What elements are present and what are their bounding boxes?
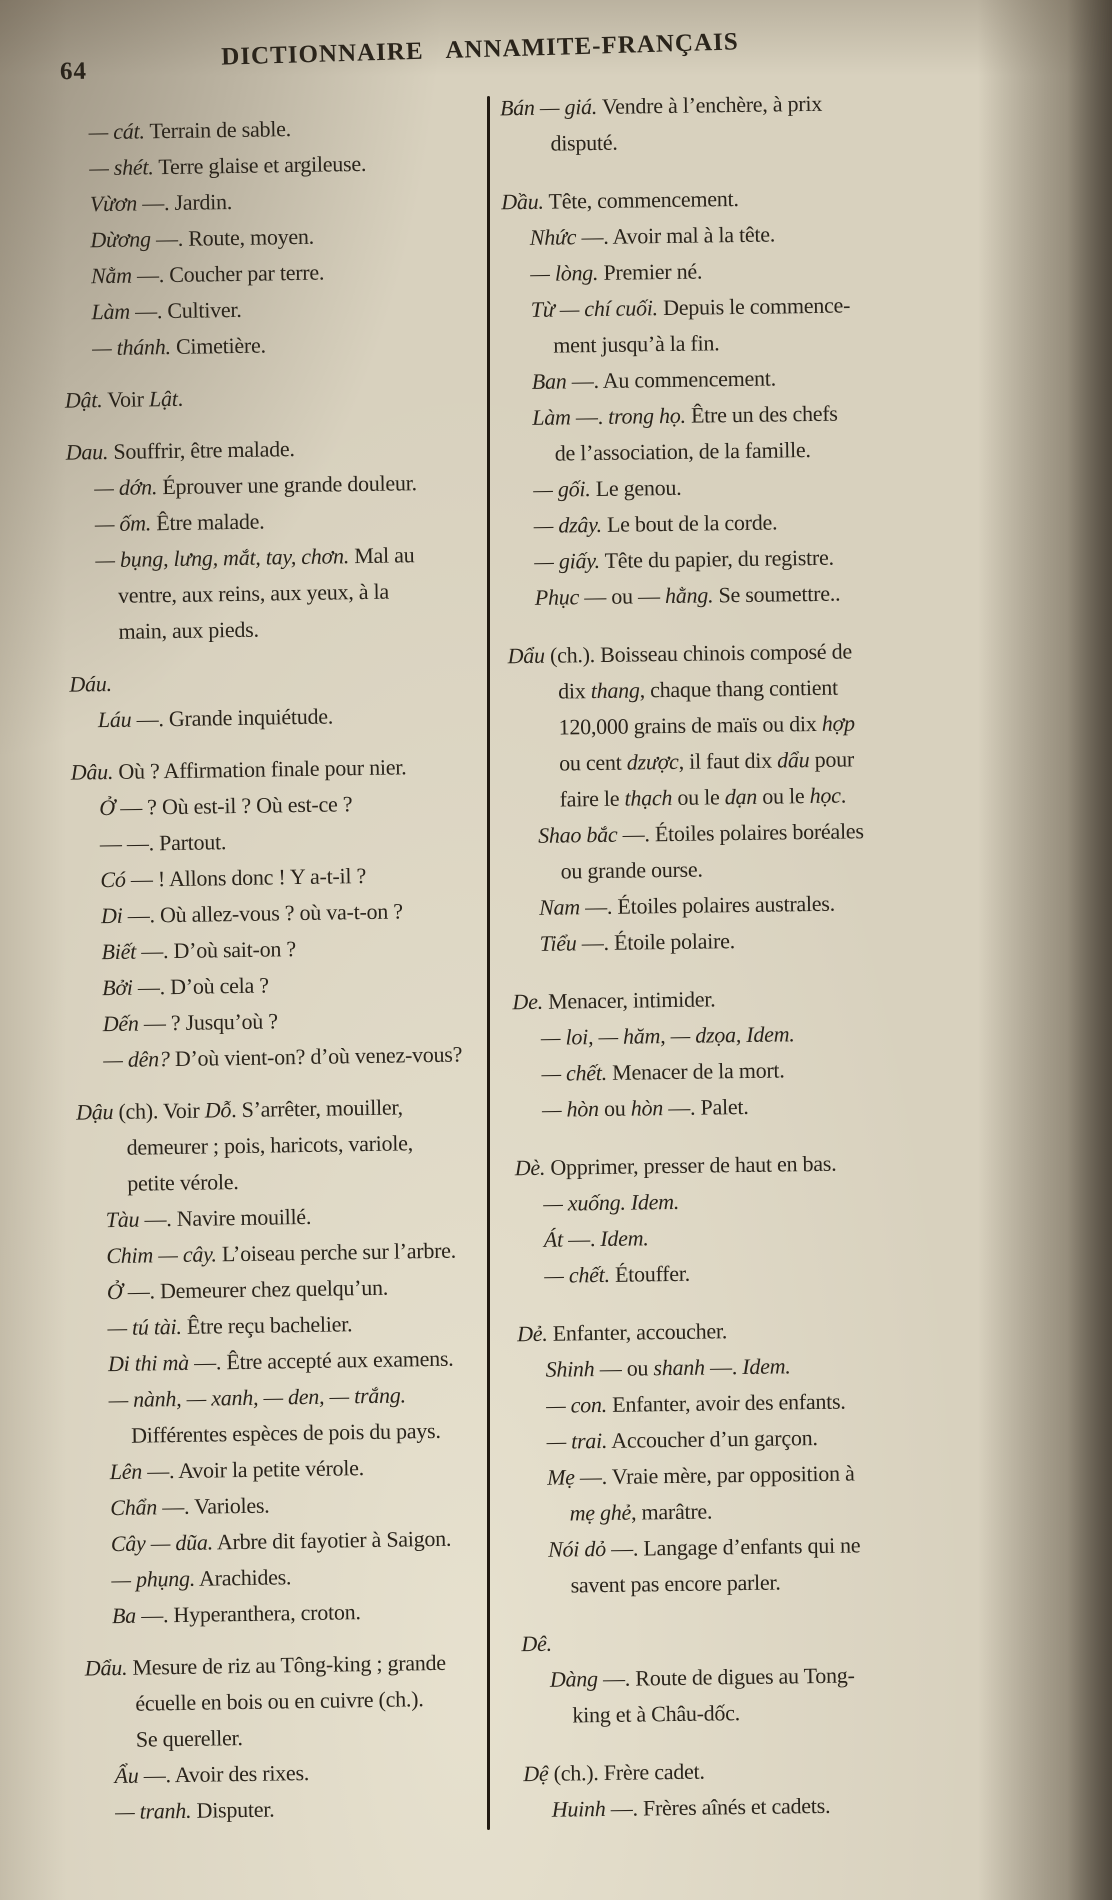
annamite-word: Át [543, 1226, 564, 1252]
annamite-word: Lên [109, 1458, 143, 1485]
french-text: Tête du papier, du registre. [599, 544, 834, 573]
french-text: Être malade. [150, 508, 265, 536]
annamite-word: — dzây. [533, 511, 602, 538]
annamite-word: shanh [653, 1354, 705, 1381]
entry-line [511, 885, 911, 927]
entry-line [515, 1181, 915, 1223]
annamite-word: Phục [534, 584, 580, 610]
entry-line [502, 251, 902, 293]
entry-line [509, 777, 909, 819]
annamite-word: Dẩu [507, 642, 545, 669]
french-text: écuelle en bois ou en cuivre (ch.). [135, 1686, 424, 1716]
french-text: . S’arrêter, mouiller, [230, 1094, 404, 1123]
annamite-word: — giấy. [534, 547, 600, 574]
entry-line [506, 539, 906, 581]
annamite-word: Láu [97, 706, 132, 733]
annamite-word: Idem. [600, 1225, 649, 1252]
annamite-word: De. [512, 988, 544, 1015]
french-text: , chaque thang contient [639, 674, 839, 703]
annamite-word: Dâu. [70, 758, 114, 785]
french-text: , il faut dix [678, 747, 778, 774]
annamite-word: Dậu [75, 1098, 114, 1125]
entry-block [500, 85, 901, 163]
french-text: Menacer de la mort. [606, 1057, 785, 1085]
annamite-word: Chim — cây. [106, 1241, 217, 1269]
entry-line [507, 575, 907, 617]
french-text: Menacer, intimider. [542, 986, 716, 1014]
annamite-word: Dến [102, 1010, 139, 1037]
entry-block [521, 1621, 922, 1735]
annamite-word: hợp [821, 710, 855, 736]
entry-block [507, 633, 911, 963]
entry-line [80, 1340, 493, 1382]
entry-line [511, 921, 911, 963]
french-text: —. Étoile polaire. [576, 928, 736, 956]
entry-line [517, 1311, 917, 1353]
annamite-word: dzược [626, 748, 679, 775]
annamite-word: Dê. [521, 1630, 552, 1657]
annamite-word: Nam [538, 894, 581, 920]
entry-line [504, 359, 904, 401]
french-text: Opprimer, presser de haut en bas. [545, 1150, 837, 1180]
annamite-word: — bụng, lưng, mắt, tay, chơn. [95, 543, 350, 573]
annamite-word: thạch [624, 784, 673, 811]
entry-line [508, 669, 908, 711]
entry-line [504, 395, 904, 437]
annamite-word: Làm [532, 404, 571, 430]
french-text: —. Au commencement. [566, 365, 777, 394]
french-text: —. Varioles. [156, 1492, 270, 1520]
french-text: , marâtre. [630, 1498, 713, 1525]
annamite-word: Tiểu [539, 930, 577, 956]
annamite-word: Dật. [64, 387, 103, 413]
french-text: main, aux pieds. [118, 616, 259, 644]
entry-block [515, 1145, 917, 1295]
entry-line [81, 1412, 494, 1454]
annamite-word: — hòn [541, 1096, 599, 1122]
french-text: ou le [756, 783, 810, 809]
annamite-word: Dệ [523, 1760, 549, 1787]
french-text: (ch). Voir [113, 1097, 205, 1124]
french-text: . [840, 782, 847, 808]
annamite-word: dẩu [776, 747, 810, 773]
entry-block [517, 1311, 921, 1605]
entry-line [78, 1232, 491, 1274]
entry-line [505, 431, 905, 473]
french-text: Différentes espèces de pois du pays. [130, 1417, 441, 1448]
annamite-word: Dừơng [90, 226, 151, 253]
french-text: —. Grande inquiétude. [131, 703, 334, 732]
entry-line [503, 287, 903, 329]
entry-line [521, 1621, 921, 1663]
french-text: —. Où allez-vous ? où va-t-on ? [122, 898, 404, 928]
annamite-word: dạn [724, 783, 758, 810]
annamite-word: Huinh [551, 1796, 606, 1822]
entry-line [70, 696, 483, 738]
french-text: ou le [672, 784, 725, 810]
entry-block [523, 1751, 924, 1829]
entry-line [523, 1751, 923, 1793]
annamite-word: Dàng [549, 1666, 598, 1692]
entry-block [501, 179, 907, 617]
french-text: —. Palet. [662, 1093, 749, 1121]
annamite-word: — dên? [103, 1046, 170, 1073]
french-text: Souffrir, être malade. [107, 436, 295, 464]
french-text: Mesure de riz au Tông-king ; grande [127, 1649, 447, 1680]
annamite-word: Dau. [65, 438, 109, 465]
french-text: —. Être accepté aux examens. [188, 1345, 454, 1375]
french-text: Le genou. [590, 474, 682, 502]
entry-line [520, 1563, 920, 1605]
french-text: —. D’où cela ? [132, 972, 269, 1000]
entry-line [510, 849, 910, 891]
entry-line [84, 1592, 497, 1634]
annamite-word: Di [100, 902, 123, 929]
french-text: ventre, aux reins, aux yeux, à la [117, 578, 390, 608]
entry-line [503, 323, 903, 365]
annamite-word: Shao bắc [537, 821, 618, 848]
french-text: — ? Où est-il ? Où est-ce ? [114, 791, 353, 820]
french-text: demeurer ; pois, haricots, variole, [126, 1130, 414, 1160]
french-text: Où ? Affirmation finale pour nier. [112, 754, 407, 784]
annamite-word: — loi, — hăm, — dzọa, Idem. [540, 1021, 795, 1050]
french-text: — ! Allons donc ! Y a-t-il ? [125, 862, 367, 892]
annamite-word: Tàu [105, 1206, 140, 1233]
entry-line [513, 1051, 913, 1093]
french-text: petite vérole. [127, 1169, 239, 1196]
annamite-word: — tú tài. [107, 1313, 182, 1341]
french-text: Tête, commencement. [543, 185, 739, 214]
french-text: Terrain de sable. [144, 116, 292, 144]
french-text: Mal au [348, 542, 415, 569]
annamite-word: Chẩn [110, 1494, 158, 1521]
entry-line [509, 741, 909, 783]
entry-line [517, 1347, 917, 1389]
entry-line [505, 467, 905, 509]
entry-block [70, 748, 487, 1078]
french-text: —. D’où sait-on ? [135, 936, 297, 964]
french-text: Arachides. [194, 1564, 292, 1591]
annamite-word: Dỗ [204, 1097, 232, 1123]
annamite-word: Ban [531, 368, 567, 394]
entry-line [85, 1644, 498, 1686]
french-text: (ch.). Frère cadet. [548, 1758, 705, 1786]
annamite-word: — xuống. [543, 1189, 626, 1216]
entry-line [75, 1036, 488, 1078]
french-text: Accoucher d’un garçon. [607, 1425, 818, 1453]
french-text: —. Étoiles polaires australes. [579, 890, 836, 920]
entry-line [519, 1455, 919, 1497]
french-text: 120,000 grains de maïs ou dix [558, 710, 822, 740]
entry-line [523, 1787, 923, 1829]
entry-line [500, 85, 900, 127]
french-text: (ch.). Boisseau chinois composé de [544, 638, 853, 668]
annamite-word: Vừơn [89, 190, 138, 217]
entry-line [522, 1693, 922, 1735]
entry-line [501, 179, 901, 221]
french-text: Depuis le commence- [657, 292, 851, 321]
french-text: ment jusqu’à la fin. [553, 330, 720, 358]
entry-line [68, 608, 481, 650]
entry-line [502, 215, 902, 257]
entry-block [65, 376, 478, 418]
french-text: Enfanter, accoucher. [547, 1318, 728, 1346]
page-title: DICTIONNAIRE ANNAMITE-FRANÇAIS [220, 28, 740, 71]
entry-line [512, 979, 912, 1021]
entry-line [516, 1253, 916, 1295]
page-number: 64 [59, 57, 88, 86]
annamite-word: Nằm [90, 262, 132, 289]
french-text: king et à Châu-dốc. [572, 1700, 741, 1728]
french-text: Disputer. [191, 1796, 275, 1823]
annamite-word: Dầu. [501, 188, 544, 215]
french-text: —. Coucher par terre. [131, 259, 325, 288]
french-text: — —. Partout. [99, 829, 227, 857]
annamite-word: mẹ ghẻ [569, 1499, 632, 1526]
french-text: Le bout de la corde. [601, 509, 778, 537]
entry-line [508, 705, 908, 747]
annamite-word: Biết [101, 938, 137, 965]
french-text: Éprouver une grande douleur. [156, 470, 417, 500]
french-text: L’oiseau perche sur l’arbre. [216, 1237, 457, 1267]
annamite-word: — phụng. [111, 1565, 196, 1593]
french-text: — ? Jusqu’où ? [138, 1008, 279, 1036]
annamite-word: hòn [630, 1095, 664, 1121]
annamite-word: trong họ. [607, 402, 686, 429]
annamite-word: Ẩu [114, 1762, 139, 1789]
french-text: ou grande ourse. [560, 856, 703, 884]
entry-block [76, 1088, 496, 1634]
entry-line [515, 1145, 915, 1187]
annamite-word: — trai. [546, 1427, 608, 1454]
annamite-word: Lật [148, 385, 178, 412]
annamite-word: Ở [99, 794, 116, 821]
annamite-word: — con. [545, 1391, 608, 1418]
annamite-word: — gối. [533, 476, 591, 502]
annamite-word: — cát. [88, 118, 145, 145]
french-text: —. [562, 1226, 601, 1252]
entry-block [512, 979, 914, 1129]
annamite-word: Mẹ [546, 1464, 575, 1490]
french-text: pour [809, 746, 855, 773]
french-text: —. Vraie mère, par opposition à [574, 1460, 855, 1490]
annamite-word: — dớn. [94, 474, 158, 501]
annamite-word: học [809, 782, 841, 809]
french-text: —. Hyperanthera, croton. [135, 1599, 361, 1628]
annamite-word: — tranh. [114, 1797, 192, 1825]
french-text: D’où vient-on? d’où venez-vous? [169, 1041, 463, 1072]
annamite-word: Nhức [529, 224, 577, 250]
entry-line [506, 503, 906, 545]
french-text: —. Route, moyen. [150, 223, 315, 252]
annamite-word: Dè. [514, 1154, 546, 1181]
french-text: Cimetière. [170, 332, 266, 359]
annamite-word: Ba [111, 1602, 137, 1629]
annamite-word: — chết. [541, 1059, 608, 1086]
annamite-word: Làm [91, 298, 131, 325]
french-text: de l’association, de la famille. [554, 437, 811, 466]
annamite-word: Nói dỏ [547, 1535, 607, 1562]
annamite-word: Shinh [545, 1356, 595, 1382]
entry-line [64, 324, 477, 366]
annamite-word: Idem. [742, 1353, 791, 1380]
annamite-word: Bán — giá. [499, 93, 598, 121]
french-text: —. Frères aînés et cadets. [605, 1792, 831, 1822]
entry-line [66, 464, 479, 506]
french-text: —. Étoiles polaires boréales [617, 818, 864, 847]
entry-block [69, 660, 482, 738]
french-text: . [177, 385, 184, 411]
annamite-word: — ốm. [94, 510, 152, 537]
french-text: Voir [102, 386, 150, 413]
french-text: Se soumettre.. [713, 580, 841, 608]
french-text: savent pas encore parler. [570, 1569, 781, 1598]
french-text: Vendre à l’enchère, à prix [596, 90, 823, 119]
french-text: Se quereller. [135, 1725, 243, 1752]
annamite-word: hằng. [664, 582, 714, 609]
entry-line [522, 1657, 922, 1699]
french-text: —. Avoir des rixes. [138, 1759, 310, 1788]
annamite-word: Có [100, 866, 126, 893]
french-text: — ou — [578, 583, 666, 610]
entry-block [65, 428, 480, 650]
annamite-word: Di thi mà [107, 1349, 190, 1377]
french-text: —. Route de digues au Tong- [597, 1662, 855, 1692]
entry-line [520, 1527, 920, 1569]
entry-block [60, 108, 476, 366]
page-edge-shadow [972, 0, 1112, 1900]
column-right [500, 85, 925, 1850]
entry-line [500, 121, 900, 163]
french-text: Être reçu bachelier. [181, 1311, 353, 1339]
annamite-word: Cây — dũa. [110, 1529, 214, 1557]
french-text: —. Avoir mal à la tête. [576, 221, 776, 250]
french-text: —. [570, 403, 609, 430]
french-text: Être un des chefs [685, 400, 838, 428]
annamite-word: Ở [106, 1278, 123, 1305]
annamite-word: — shét. [89, 154, 154, 181]
entry-line [83, 1520, 496, 1562]
french-text: —. [704, 1354, 743, 1380]
entry-line [514, 1087, 914, 1129]
annamite-word: Idem. [630, 1188, 680, 1215]
entry-block [85, 1644, 500, 1830]
entry-line [87, 1788, 500, 1830]
french-text: Premier né. [598, 258, 703, 285]
french-text: —. Jardin. [136, 189, 233, 216]
annamite-word: Từ — chí cuối. [530, 295, 659, 322]
annamite-word: — lòng. [530, 259, 599, 286]
entry-line [513, 1015, 913, 1057]
french-text: —. Navire mouillé. [139, 1203, 312, 1232]
french-text: faire le [559, 785, 625, 812]
entry-line [518, 1383, 918, 1425]
annamite-word: thang [590, 677, 640, 704]
french-text: —. Cultiver. [129, 296, 242, 324]
french-text: Arbre dit fayotier à Saigon. [212, 1525, 452, 1555]
entry-line [507, 633, 907, 675]
french-text: — ou [594, 1355, 654, 1382]
french-text: Terre glaise et argileuse. [153, 150, 367, 180]
french-text: Enfanter, avoir des enfants. [606, 1388, 846, 1417]
entry-line [510, 813, 910, 855]
entry-line [519, 1491, 919, 1533]
entry-line [518, 1419, 918, 1461]
annamite-word: — chết. [544, 1261, 610, 1288]
annamite-word: Dẻ. [516, 1320, 548, 1347]
entry-line [65, 376, 478, 418]
french-text: ou [598, 1095, 631, 1122]
french-text: —. Langage d’enfants qui ne [605, 1532, 861, 1561]
annamite-word: Dẩu. [84, 1654, 128, 1681]
annamite-word: Bởi [101, 974, 133, 1001]
annamite-word: — nành, — xanh, — den, — trắng. [108, 1382, 406, 1413]
french-text: Étouffer. [609, 1260, 691, 1287]
french-text: —. Avoir la petite vérole. [141, 1455, 365, 1484]
annamite-word: — thánh. [91, 333, 171, 361]
entry-line [516, 1217, 916, 1259]
french-text: —. Demeurer chez quelqu’un. [122, 1274, 389, 1304]
french-text: dix [557, 678, 591, 704]
french-text: ou cent [558, 749, 627, 776]
annamite-word: Dáu. [69, 670, 112, 697]
column-left [60, 108, 499, 1846]
french-text: disputé. [550, 129, 618, 156]
